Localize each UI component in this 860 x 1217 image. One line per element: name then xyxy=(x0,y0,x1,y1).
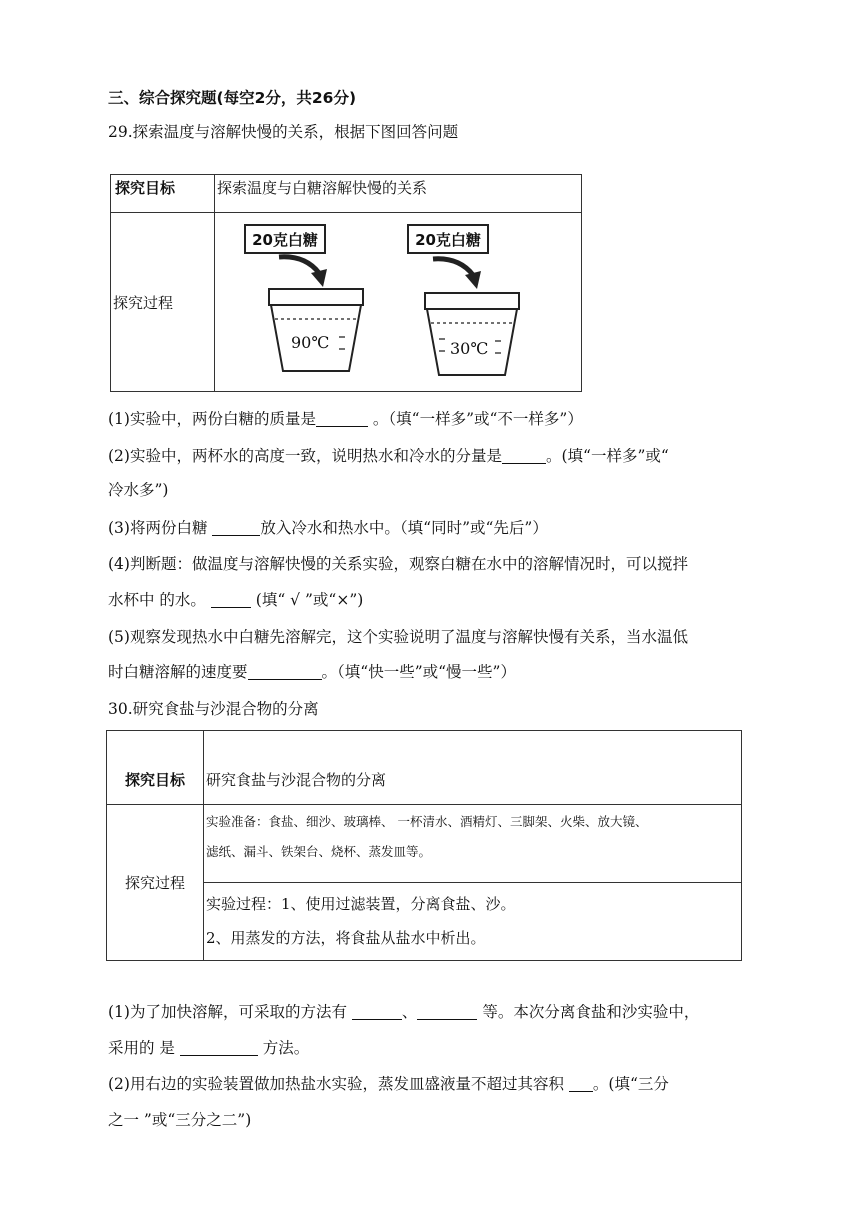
q30-table xyxy=(106,730,742,961)
q29-q2-hint: 。(填“一样多”或“ xyxy=(545,447,669,465)
q30-question-2 xyxy=(108,1072,669,1094)
q30-q1-sep: 、 xyxy=(401,1003,418,1021)
q29-question-3 xyxy=(108,516,548,538)
process-line-1: 实验过程：1、使用过滤装置，分离食盐、沙。 xyxy=(206,895,516,913)
section-title: 三、综合探究题(每空2分，共26分) xyxy=(108,89,357,107)
goal-label: 探究目标 xyxy=(124,771,185,789)
q29-q2-text: (2)实验中，两杯水的高度一致，说明热水和冷水的分量是 xyxy=(108,447,502,465)
q30-title: 30.研究食盐与沙混合物的分离 xyxy=(108,700,319,718)
process-label: 探究过程 xyxy=(113,293,174,312)
goal-text-cell xyxy=(215,175,582,213)
q29-question-2 xyxy=(108,444,669,466)
q30-question-1-cont xyxy=(108,1036,309,1058)
q29-question-2-cont: 冷水多”) xyxy=(108,481,169,499)
q29-q4-hint: (填“ √ ”或“×”) xyxy=(250,591,364,609)
goal-label-cell xyxy=(107,731,204,805)
sugar-box-2 xyxy=(407,224,489,254)
q30-q2-hint: 。(填“三分 xyxy=(592,1075,669,1093)
beaker-icon xyxy=(423,291,523,377)
process-cell xyxy=(204,883,742,961)
answer-blank[interactable] xyxy=(569,1076,593,1093)
q29-q1-text: (1)实验中，两份白糖的质量是 xyxy=(108,410,316,428)
q29-q5-text: 时白糖溶解的速度要 xyxy=(108,663,248,681)
prep-cell xyxy=(204,805,742,883)
sugar-label-1: 20克白糖 xyxy=(252,230,318,249)
q30-question-2-cont: 之一 ”或“三分之二”) xyxy=(108,1111,252,1129)
process-label: 探究过程 xyxy=(124,874,185,892)
answer-blank[interactable] xyxy=(352,1004,402,1021)
q29-question-1 xyxy=(108,407,583,429)
q30-q2-text: (2)用右边的实验装置做加热盐水实验，蒸发皿盛液量不超过其容积 xyxy=(108,1075,569,1093)
temp-label-2: 30℃ xyxy=(450,339,489,358)
answer-blank[interactable] xyxy=(316,411,368,428)
goal-text: 研究食盐与沙混合物的分离 xyxy=(206,771,387,789)
temp-label-1: 90℃ xyxy=(291,333,330,352)
answer-blank[interactable] xyxy=(211,592,251,609)
q29-q3-hint: 放入冷水和热水中。（填“同时”或“先后”） xyxy=(260,519,548,537)
q30-q1-hint-2: 方法。 xyxy=(257,1039,310,1057)
q29-question-4-cont xyxy=(108,588,363,610)
q29-q4-text: 水杯中 的水。 xyxy=(108,591,211,609)
arrow-icon xyxy=(429,253,489,293)
answer-blank[interactable] xyxy=(417,1004,477,1021)
q30-question-1 xyxy=(108,1000,699,1022)
q29-table xyxy=(110,174,582,392)
q29-question-5-cont xyxy=(108,660,516,682)
beakers-figure xyxy=(215,213,582,392)
q29-question-5: (5)观察发现热水中白糖先溶解完，这个实验说明了温度与溶解快慢有关系，当水温低 xyxy=(108,628,688,646)
process-label-cell xyxy=(107,805,204,961)
q29-q5-hint: 。（填“快一些”或“慢一些”） xyxy=(321,663,516,681)
process-label-cell xyxy=(111,213,215,392)
goal-label: 探究目标 xyxy=(115,179,176,197)
sugar-label-2: 20克白糖 xyxy=(415,230,481,249)
q30-q1-hint: 等。本次分离食盐和沙实验中， xyxy=(477,1003,700,1021)
goal-label-cell xyxy=(111,175,215,213)
q29-question-4: (4)判断题：做温度与溶解快慢的关系实验，观察白糖在水中的溶解情况时，可以搅拌 xyxy=(108,555,688,573)
q30-q1-text: (1)为了加快溶解，可采取的方法有 xyxy=(108,1003,352,1021)
sugar-box-1 xyxy=(244,224,326,254)
goal-text-cell xyxy=(204,731,742,805)
answer-blank[interactable] xyxy=(180,1040,258,1057)
q30-q1-text-2: 采用的 是 xyxy=(108,1039,180,1057)
goal-text: 探索温度与白糖溶解快慢的关系 xyxy=(217,179,428,197)
process-line-2: 2、用蒸发的方法，将食盐从盐水中析出。 xyxy=(206,929,486,947)
prep-line-2: 滤纸、漏斗、铁架台、烧杯、蒸发皿等。 xyxy=(206,844,432,859)
answer-blank[interactable] xyxy=(212,520,260,537)
q29-title: 29.探索温度与溶解快慢的关系，根据下图回答问题 xyxy=(108,123,459,141)
q29-q3-text: (3)将两份白糖 xyxy=(108,519,213,537)
answer-blank[interactable] xyxy=(248,664,322,681)
beaker-icon xyxy=(267,287,367,373)
prep-line-1: 实验准备：食盐、细沙、玻璃棒、 一杯清水、酒精灯、三脚架、火柴、放大镜、 xyxy=(206,814,648,829)
answer-blank[interactable] xyxy=(502,448,546,465)
arrow-icon xyxy=(275,251,335,291)
q29-q1-hint: 。（填“一样多”或“不一样多”） xyxy=(367,410,583,428)
